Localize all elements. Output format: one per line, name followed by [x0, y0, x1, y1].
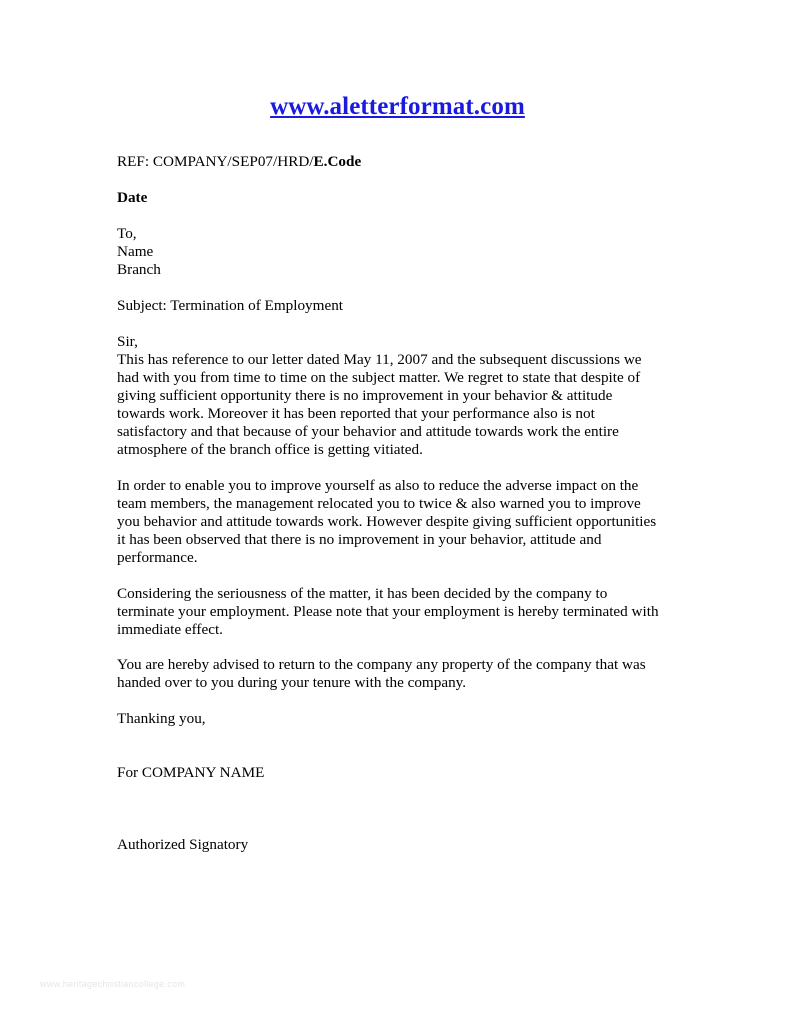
- paragraph-line: had with you from time to time on the subject matter. We regret to state that despite of: [117, 369, 641, 386]
- paragraph-line: terminate your employment. Please note that your employment is hereby terminated with: [117, 603, 659, 620]
- recipient-to: To,: [117, 225, 137, 242]
- date-label: Date: [117, 189, 148, 206]
- reference-code: E.Code: [313, 153, 362, 170]
- paragraph-line: handed over to you during your tenure with the company.: [117, 674, 467, 691]
- paragraph-1: [117, 351, 697, 459]
- paragraph-line: In order to enable you to improve yourself as also to reduce the adverse impact on the: [117, 477, 639, 494]
- paragraph-line: satisfactory and that because of your behavior and attitude towards work the entire: [117, 423, 619, 440]
- paragraph-line: atmosphere of the branch office is getting vitiated.: [117, 441, 423, 458]
- paragraph-2: [117, 477, 697, 567]
- paragraph-line: towards work. Moreover it has been reported that your performance also is not: [117, 405, 595, 422]
- paragraph-4: [117, 656, 697, 692]
- paragraph-line: you behavior and attitude towards work. However despite giving sufficient opportunities: [117, 513, 657, 530]
- website-link[interactable]: www.aletterformat.com: [270, 93, 525, 120]
- signatory-line: Authorized Signatory: [117, 836, 249, 853]
- paragraph-line: performance.: [117, 549, 198, 566]
- recipient-name: Name: [117, 243, 154, 260]
- subject-line: Subject: Termination of Employment: [117, 297, 344, 314]
- for-company-line: For COMPANY NAME: [117, 764, 265, 781]
- paragraph-line: it has been observed that there is no improvement in your behavior, attitude and: [117, 531, 602, 548]
- reference-prefix: REF: COMPANY/SEP07/HRD/: [117, 153, 314, 170]
- salutation: Sir,: [117, 333, 138, 350]
- reference-line: [117, 153, 697, 171]
- paragraph-line: This has reference to our letter dated May 11, 2007 and the subsequent discussions we: [117, 351, 642, 368]
- paragraph-line: Considering the seriousness of the matter, it has been decided by the company to: [117, 585, 608, 602]
- paragraph-3: [117, 585, 697, 639]
- paragraph-line: team members, the management relocated you to twice & also warned you to improve: [117, 495, 641, 512]
- paragraph-line: giving sufficient opportunity there is no improvement in your behavior & attitude: [117, 387, 613, 404]
- closing-line: Thanking you,: [117, 710, 206, 727]
- recipient-branch: Branch: [117, 261, 161, 278]
- paragraph-line: immediate effect.: [117, 621, 223, 638]
- watermark-text: www.heritagechristiancollege.com: [40, 979, 186, 989]
- paragraph-line: You are hereby advised to return to the company any property of the company that was: [117, 656, 646, 673]
